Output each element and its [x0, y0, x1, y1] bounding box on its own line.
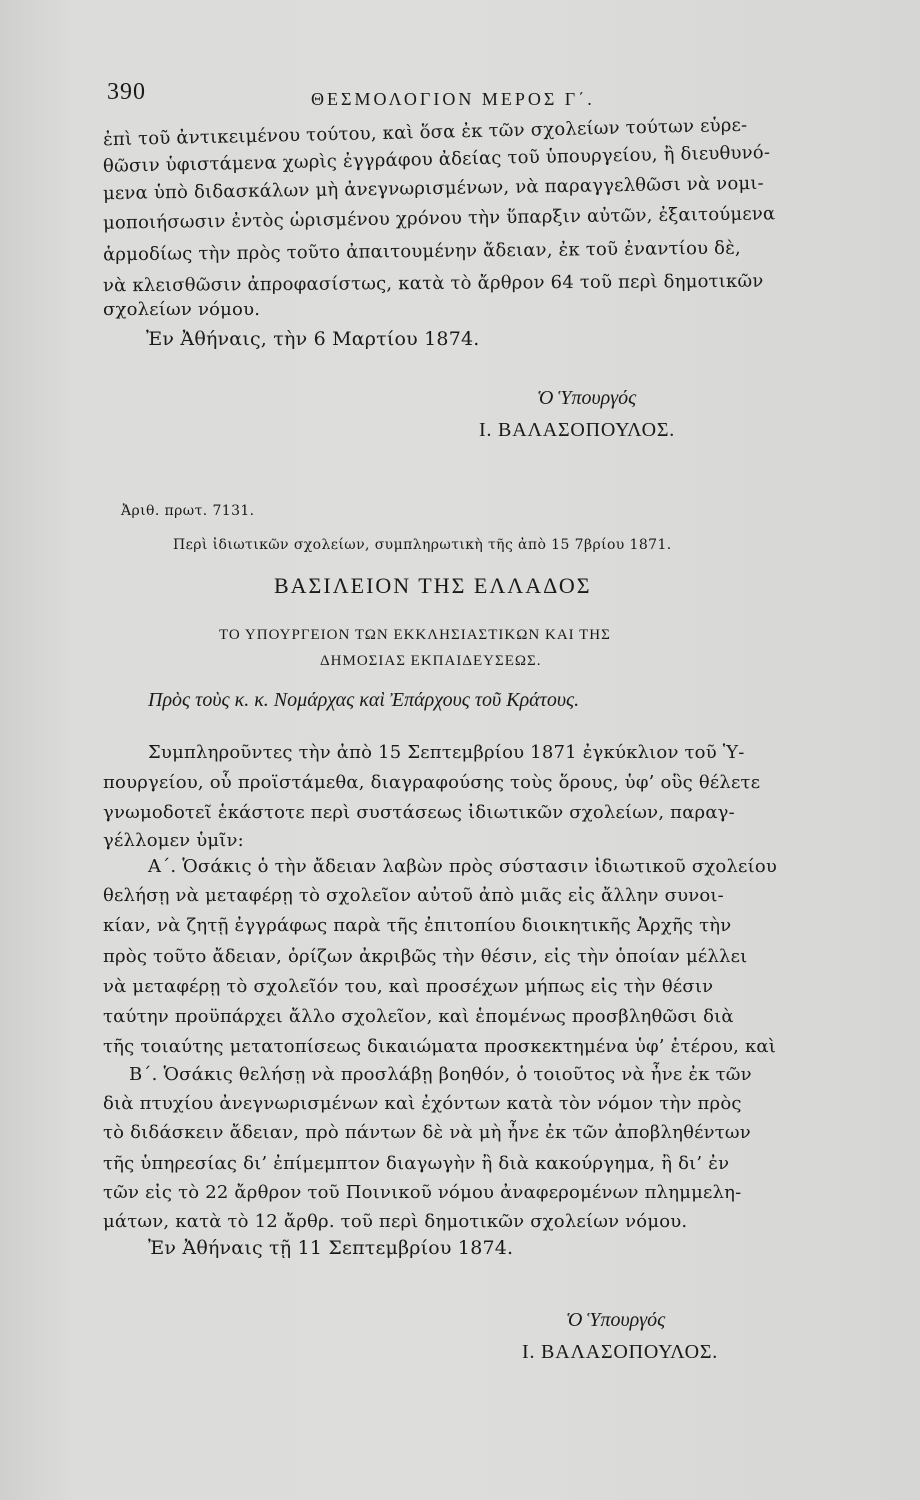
text-line: θελήσῃ νὰ μεταφέρῃ τὸ σχολεῖον αὐτοῦ ἀπὸ μιᾶς εἰς ἄλλην συνοι-: [103, 885, 724, 906]
text-line: ἐπὶ τοῦ ἀντικειμένου τούτου, καὶ ὅσα ἐκ τῶν σχολείων τούτων εὑρε-: [102, 114, 748, 151]
protocol-number: Ἀριθ. πρωτ. 7131.: [121, 503, 255, 519]
text-line: διὰ πτυχίου ἀνεγνωρισμένων καὶ ἐχόντων κατὰ τὸν νόμον τὴν πρὸς: [103, 1093, 742, 1114]
date-line: Ἐν Ἀθήναις τῇ 11 Σεπτεμβρίου 1874.: [148, 1237, 514, 1259]
text-line: πρὸς τοῦτο ἄδειαν, ὁρίζων ἀκριβῶς τὴν θέσιν, εἰς τὴν ὁποίαν μέλλει: [103, 946, 748, 967]
text-line: γνωμοδοτεῖ ἑκάστοτε περὶ συστάσεως ἰδιωτικῶν σχολείων, παραγ-: [103, 802, 735, 823]
signature-name: Ι. ΒΑΛΑΣΟΠΟΥΛΟΣ.: [479, 419, 676, 441]
kingdom-title: ΒΑΣΙΛΕΙΟΝ ΤΗΣ ΕΛΛΑΔΟΣ: [274, 573, 592, 598]
text-line: σχολείων νόμου.: [103, 299, 261, 320]
signature-name: Ι. ΒΑΛΑΣΟΠΟΥΛΟΣ.: [522, 1341, 719, 1363]
text-line: γέλλομεν ὑμῖν:: [103, 830, 244, 851]
text-line: τῶν εἰς τὸ 22 ἄρθρον τοῦ Ποινικοῦ νόμου ἀναφερομένων πλημμελη-: [103, 1182, 742, 1203]
subject-line: Περὶ ἰδιωτικῶν σχολείων, συμπληρωτικὴ τῆς ἀπὸ 15 7βρίου 1871.: [173, 537, 672, 553]
text-line: τὸ διδάσκειν ἄδειαν, πρὸ πάντων δὲ νὰ μὴ ἦνε ἐκ τῶν ἀποβληθέντων: [103, 1122, 751, 1143]
addressee-line: Πρὸς τοὺς κ. κ. Νομάρχας καὶ Ἐπάρχους τοῦ Κράτους.: [148, 689, 580, 711]
text-line: τῆς τοιαύτης μετατοπίσεως δικαιώματα προσκεκτημένα ὑφ’ ἑτέρου, καὶ: [103, 1036, 777, 1057]
text-line: πουργείου, οὗ προϊστάμεθα, διαγραφούσης τοὺς ὅρους, ὑφ’ οὓς θέλετε: [103, 772, 761, 793]
text-line: κίαν, νὰ ζητῇ ἐγγράφως παρὰ τῆς ἐπιτοπίου διοικητικῆς Ἀρχῆς τὴν: [103, 915, 732, 936]
text-line: ταύτην προϋπάρχει ἄλλο σχολεῖον, καὶ ἑπομένως προσβληθῶσι διὰ: [103, 1006, 734, 1027]
text-line: μάτων, κατὰ τὸ 12 ἄρθρ. τοῦ περὶ δημοτικῶν σχολείων νόμου.: [103, 1211, 688, 1232]
running-title: ΘΕΣΜΟΛΟΓΙΟΝ ΜΕΡΟΣ Γ΄.: [311, 89, 595, 109]
ministry-line-2: ΔΗΜΟΣΙΑΣ ΕΚΠΑΙΔΕΥΣΕΩΣ.: [320, 653, 542, 669]
text-line: ἁρμοδίως τὴν πρὸς τοῦτο ἀπαιτουμένην ἄδειαν, ἐκ τοῦ ἐναντίου δὲ,: [102, 237, 742, 266]
text-line: μοποιήσωσιν ἐντὸς ὡρισμένου χρόνου τὴν ὕπαρξιν αὐτῶν, ἐξαιτούμενα: [102, 203, 776, 234]
ministry-line-1: ΤΟ ΥΠΟΥΡΓΕΙΟΝ ΤΩΝ ΕΚΚΛΗΣΙΑΣΤΙΚΩΝ ΚΑΙ ΤΗΣ: [219, 627, 611, 643]
text-line: Συμπληροῦντες τὴν ἀπὸ 15 Σεπτεμβρίου 1871 ἐγκύκλιον τοῦ Ὑ-: [148, 742, 745, 763]
text-line: θῶσιν ὑφιστάμενα χωρὶς ἐγγράφου ἀδείας τοῦ ὑπουργείου, ἢ διευθυνό-: [102, 142, 771, 177]
signature-role: Ὁ Ὑπουργός: [537, 387, 637, 409]
signature-role: Ὁ Ὑπουργός: [566, 1309, 666, 1331]
text-line: τῆς ὑπηρεσίας δι’ ἐπίμεμπτον διαγωγὴν ἢ διὰ κακούργημα, ἢ δι’ ἐν: [103, 1153, 730, 1174]
text-line: νὰ κλεισθῶσιν ἀπροφασίστως, κατὰ τὸ ἄρθρον 64 τοῦ περὶ δημοτικῶν: [102, 270, 764, 297]
page-number: 390: [107, 79, 146, 105]
text-line: μενα ὑπὸ διδασκάλων μὴ ἀνεγνωρισμένων, νὰ παραγγελθῶσι νὰ νομι-: [102, 172, 764, 205]
text-line: Β΄. Ὁσάκις θελήσῃ νὰ προσλάβῃ βοηθόν, ὁ τοιοῦτος νὰ ἦνε ἐκ τῶν: [129, 1064, 752, 1085]
text-line: νὰ μεταφέρῃ τὸ σχολεῖόν του, καὶ προσέχων μήπως εἰς τὴν θέσιν: [103, 976, 714, 997]
text-line: Α΄. Ὁσάκις ὁ τὴν ἄδειαν λαβὼν πρὸς σύστασιν ἰδιωτικοῦ σχολείου: [148, 856, 778, 877]
date-line: Ἐν Ἀθήναις, τὴν 6 Μαρτίου 1874.: [146, 328, 480, 350]
